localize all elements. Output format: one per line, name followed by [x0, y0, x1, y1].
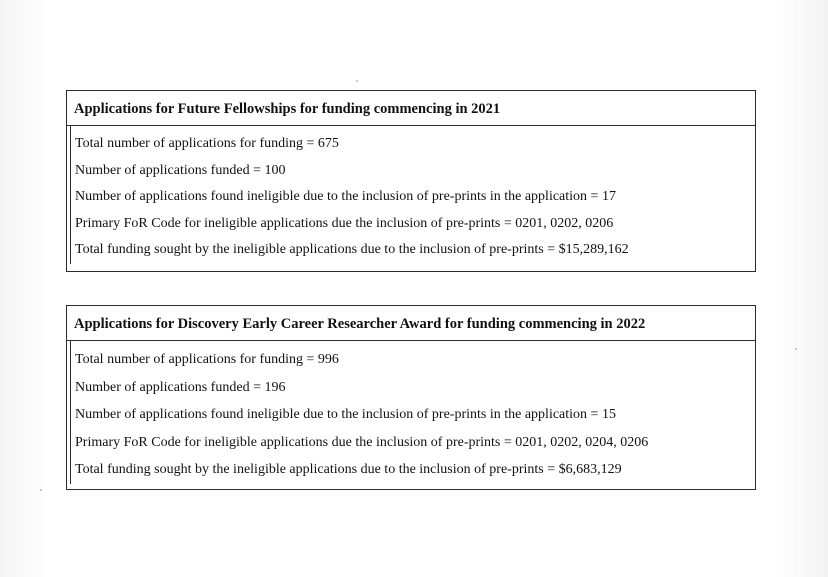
primary-for-code-line: Primary FoR Code for ineligible applications due the inclusion of pre-prints = 0201, 0202, 0206	[75, 215, 614, 231]
ineligible-applications-line: Number of applications found ineligible due to the inclusion of pre-prints in the application = 17	[75, 189, 616, 204]
future-fellowships-title: Applications for Future Fellowships for funding commencing in 2021	[67, 91, 755, 126]
total-funding-sought-line: Total funding sought by the ineligible applications due to the inclusion of pre-prints = $15,289,162	[75, 242, 629, 257]
primary-for-code-line: Primary FoR Code for ineligible applications due the inclusion of pre-prints = 0201, 0202, 0204, 0206	[75, 434, 649, 450]
total-funding-sought-line: Total funding sought by the ineligible applications due to the inclusion of pre-prints = $6,683,129	[75, 462, 622, 477]
applications-funded-line: Number of applications funded = 100	[75, 162, 286, 178]
future-fellowships-details	[70, 126, 755, 264]
decra-title: Applications for Discovery Early Career Researcher Award for funding commencing in 2022	[67, 306, 755, 341]
decra-details	[70, 341, 755, 484]
total-applications-line: Total number of applications for funding = 996	[75, 352, 339, 367]
scan-speck	[40, 489, 42, 491]
applications-funded-line: Number of applications funded = 196	[75, 379, 286, 395]
future-fellowships-table	[66, 90, 756, 272]
scan-speck	[795, 348, 797, 350]
scan-speck	[356, 80, 358, 82]
ineligible-applications-line: Number of applications found ineligible due to the inclusion of pre-prints in the application = 15	[75, 407, 616, 422]
decra-table	[66, 305, 756, 490]
total-applications-line: Total number of applications for funding = 675	[75, 136, 339, 151]
